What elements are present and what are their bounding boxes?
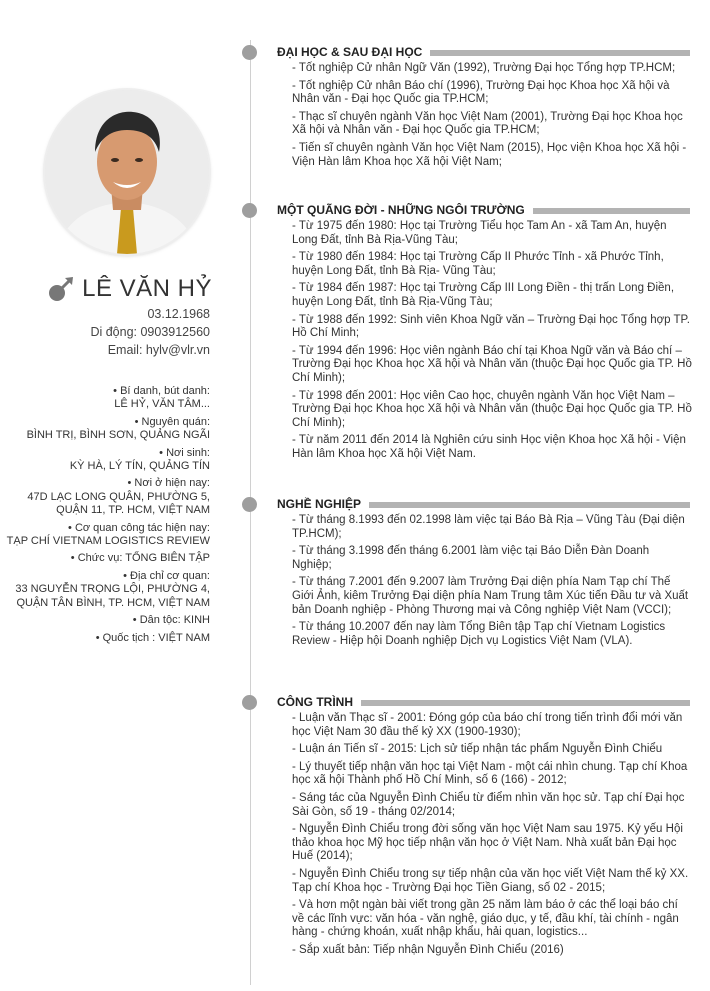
pi-label: • Nguyên quán: [135, 416, 210, 428]
list-item: - Luận án Tiến sĩ - 2015: Lịch sử tiếp nhận tác phẩm Nguyễn Đình Chiểu [292, 743, 692, 757]
email: Email: hylv@vlr.vn [107, 343, 210, 357]
profile-photo [45, 90, 209, 254]
section-dot-icon [242, 497, 257, 512]
list-item: - Và hơn một ngàn bài viết trong gần 25 năm làm báo ở các thể loại báo chí về các lĩnh vực: văn hóa - văn nghệ, giáo dục, y tế, đầu khí, tài chính - ngân hàng - chứng khoán, xuất nhập khẩu, hải quan, logistics... [292, 899, 692, 940]
personal-info-item [7, 416, 210, 443]
section-title: ĐẠI HỌC & SAU ĐẠI HỌC [277, 45, 430, 59]
personal-info-item [7, 522, 210, 549]
section-header [242, 494, 692, 514]
list-item: - Thạc sĩ chuyên ngành Văn học Việt Nam (2001), Trường Đại học Khoa học Xã hội và Nhân văn - Đại học Quốc gia TP.HCM; [292, 111, 692, 138]
list-item: - Từ 1980 đến 1984: Học tại Trường Cấp II Phước Tỉnh - xã Phước Tỉnh, huyện Long Đất, tỉnh Bà Rịa- Vũng Tàu; [292, 251, 692, 278]
list-item: - Nguyễn Đình Chiểu trong sự tiếp nhận của văn học viết Việt Nam thế kỷ XX. Tạp chí Khoa học - Trường Đại học Tiền Giang, số 02 - 2015; [292, 868, 692, 895]
list-item: - Từ tháng 3.1998 đến tháng 6.2001 làm việc tại Báo Diễn Đàn Doanh Nghiệp; [292, 545, 692, 572]
list-item: - Sáng tác của Nguyễn Đình Chiểu từ điểm nhìn văn học sử. Tạp chí Đại học Sài Gòn, số 19 - tháng 02/2014; [292, 792, 692, 819]
section-title: CÔNG TRÌNH [277, 695, 361, 709]
list-item: - Từ 1988 đến 1992: Sinh viên Khoa Ngữ văn – Trường Đại học Tổng hợp TP. Hồ Chí Minh; [292, 314, 692, 341]
section-dot-icon [242, 695, 257, 710]
personal-info-item [7, 385, 210, 412]
pi-value: KỲ HÀ, LÝ TÍN, QUẢNG TÍN [69, 460, 210, 473]
section-title: MỘT QUÃNG ĐỜI - NHỮNG NGÔI TRƯỜNG [277, 203, 533, 217]
pi-label: • Bí danh, bút danh: [113, 385, 210, 397]
section-works [242, 692, 692, 962]
list-item: - Luận văn Thạc sĩ - 2001: Đóng góp của báo chí trong tiến trình đổi mới văn học Việt Nam 30 đầu thế kỷ XX (1900-1930); [292, 712, 692, 739]
section-education [242, 42, 692, 173]
pi-value: LÊ HỶ, VĂN TÂM... [114, 398, 210, 411]
section-schools [242, 200, 692, 466]
birthdate: 03.12.1968 [147, 307, 210, 321]
list-item: - Từ 1994 đến 1996: Học viên ngành Báo chí tại Khoa Ngữ văn và Báo chí – Trường Đại học Khoa học Xã hội và Nhân văn (thuộc Đại học Quốc gia TP. Hồ Chí Minh); [292, 345, 692, 386]
personal-info-item [7, 552, 210, 565]
section-list [242, 220, 692, 462]
personal-info [7, 385, 210, 649]
section-dot-icon [242, 45, 257, 60]
list-item: - Từ tháng 7.2001 đến 9.2007 làm Trưởng Đại diện phía Nam Tạp chí Thế Giới Ảnh, kiêm Trưởng Đại diện phía Nam Trung tâm Xúc tiến Đầu tư và Xuất bản Doanh nghiệp - Phòng Thương mại và Công nghiệp Việt Nam (VCCI); [292, 576, 692, 617]
section-dot-icon [242, 203, 257, 218]
pi-value: TẠP CHÍ VIETNAM LOGISTICS REVIEW [6, 535, 210, 548]
section-title: NGHỀ NGHIỆP [277, 497, 369, 511]
pi-label: • Địa chỉ cơ quan: [123, 570, 210, 582]
list-item: - Từ năm 2011 đến 2014 là Nghiên cứu sinh Học viện Khoa học Xã hội - Viện Hàn lâm Khoa học Xã hội Việt Nam. [292, 434, 692, 461]
list-item: - Tiến sĩ chuyên ngành Văn học Việt Nam (2015), Học viện Khoa học Xã hội - Viện Hàn lâm Khoa học Xã hội Việt Nam; [292, 142, 692, 169]
pi-label: • Chức vụ: TỔNG BIÊN TẬP [71, 552, 210, 564]
list-item: - Nguyễn Đình Chiểu trong đời sống văn học Việt Nam sau 1975. Kỷ yếu Hội thảo khoa học Mỹ học tiếp nhận văn học ở Việt Nam. Nhà xuất bản Đại học Huế (2014); [292, 823, 692, 864]
pi-label: • Nơi ở hiện nay: [128, 477, 211, 489]
pi-value: BÌNH TRỊ, BÌNH SƠN, QUẢNG NGÃI [26, 429, 210, 442]
pi-label: • Cơ quan công tác hiện nay: [7, 522, 210, 535]
list-item: - Lý thuyết tiếp nhận văn học tại Việt Nam - một cái nhìn chung. Tạp chí Khoa học xã hội Thành phố Hồ Chí Minh, số 6 (166) - 2012; [292, 761, 692, 788]
contact-block [90, 305, 210, 359]
section-list [242, 712, 692, 958]
pi-value: 47D LẠC LONG QUÂN, PHƯỜNG 5, QUẬN 11, TP. HCM, VIỆT NAM [27, 490, 210, 517]
list-item: - Từ 1975 đến 1980: Học tại Trường Tiểu học Tam An - xã Tam An, huyện Long Đất, tỉnh Bà Rịa-Vũng Tàu; [292, 220, 692, 247]
personal-info-item [7, 632, 210, 645]
person-name: LÊ VĂN HỶ [82, 275, 212, 302]
section-header [242, 200, 692, 220]
section-list [242, 514, 692, 648]
list-item: - Từ 1984 đến 1987: Học tại Trường Cấp III Long Điền - thị trấn Long Điền, huyện Long Đất, tỉnh Bà Rịa-Vũng Tàu; [292, 282, 692, 309]
personal-info-item [7, 477, 210, 517]
pi-label: • Nơi sinh: [159, 447, 210, 459]
list-item: - Tốt nghiệp Cử nhân Báo chí (1996), Trường Đại học Khoa học Xã hội và Nhân văn - Đại học Quốc gia TP.HCM; [292, 80, 692, 107]
pi-label: • Dân tộc: KINH [133, 614, 210, 626]
pi-label: • Quốc tịch : VIỆT NAM [96, 632, 210, 644]
section-career [242, 494, 692, 652]
phone: Di động: 0903912560 [90, 325, 210, 339]
list-item: - Sắp xuất bản: Tiếp nhận Nguyễn Đình Chiểu (2016) [292, 944, 692, 958]
list-item: - Từ tháng 8.1993 đến 02.1998 làm việc tại Báo Bà Rịa – Vũng Tàu (Đại diện TP.HCM); [292, 514, 692, 541]
list-item: - Tốt nghiệp Cử nhân Ngữ Văn (1992), Trường Đại học Tổng hợp TP.HCM; [292, 62, 692, 76]
list-item: - Từ 1998 đến 2001: Học viên Cao học, chuyên ngành Văn học Việt Nam – Trường Đại học Khoa học Xã hội và Nhân văn (thuộc Đại học Quốc gia TP. Hồ Chí Minh); [292, 390, 692, 431]
pi-value: 33 NGUYỄN TRỌNG LỘI, PHƯỜNG 4, QUẬN TÂN BÌNH, TP. HCM, VIỆT NAM [15, 583, 210, 609]
section-header [242, 692, 692, 712]
list-item: - Từ tháng 10.2007 đến nay làm Tổng Biên tập Tạp chí Vietnam Logistics Review - Hiệp hội Doanh nghiệp Dịch vụ Logistics Việt Nam (VLA). [292, 621, 692, 648]
personal-info-item [7, 447, 210, 474]
section-header [242, 42, 692, 62]
section-list [242, 62, 692, 169]
personal-info-item [7, 570, 210, 610]
male-symbol-icon [46, 274, 76, 304]
personal-info-item [7, 614, 210, 627]
portrait-illustration [45, 90, 209, 254]
name-row [46, 274, 212, 304]
